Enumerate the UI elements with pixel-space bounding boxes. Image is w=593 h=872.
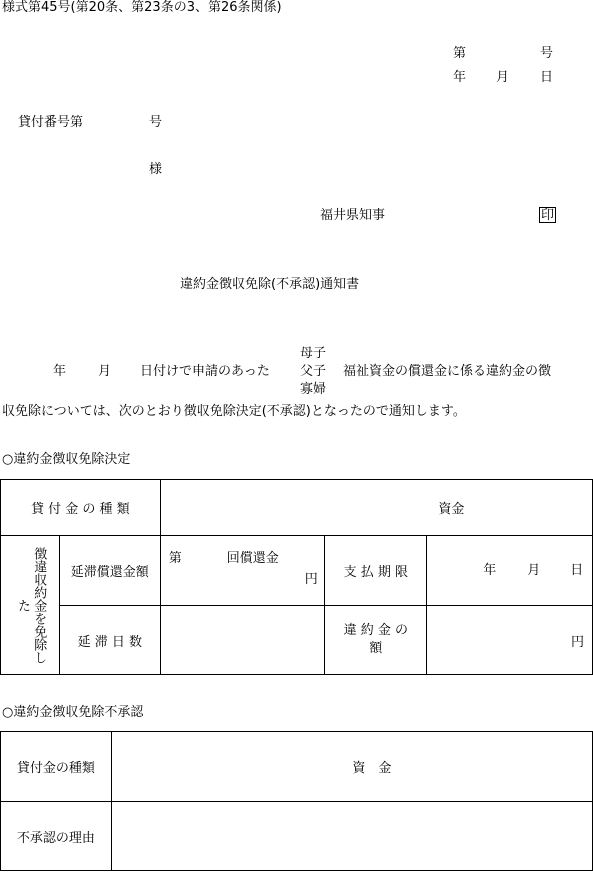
overdue-days-value: [160, 606, 325, 675]
fund-cell: [160, 480, 592, 536]
option-kafu: 寡婦: [300, 382, 327, 397]
body-day-text: 日付けで申請のあった: [140, 364, 270, 379]
penalty-amount-label: [325, 606, 427, 675]
exempted-vertical-label: 徴違収約金を免除した: [14, 546, 47, 664]
body-line2: 収免除については、次のとおり徴収免除決定(不承認)となったので通知します。: [2, 404, 466, 419]
form-number: 様式第45号(第20条、第23条の3、第26条関係): [2, 0, 282, 15]
installment-prefix: 第: [168, 551, 182, 566]
date-day: 日: [540, 70, 554, 85]
option-fushi: 父子: [300, 364, 327, 379]
penalty-yen: 円: [570, 634, 584, 650]
loan-number-prefix: 貸付番号第: [18, 115, 84, 130]
body-after-options: 福祉資金の償還金に係る違約金の徴: [343, 364, 552, 379]
section1-heading: ○違約金徴収免除決定: [2, 452, 131, 467]
rejection-fund-label: 資 金: [352, 761, 392, 776]
fund-label: 資金: [438, 502, 465, 517]
overdue-yen: 円: [304, 572, 318, 587]
deadline-day: 日: [570, 563, 584, 578]
loan-type-label: 貸 付 金 の 種 類: [1, 480, 161, 536]
body-month: 月: [98, 364, 112, 379]
deadline-month: 月: [527, 563, 541, 578]
rejection-reason-label: 不承認の理由: [1, 802, 112, 871]
rejection-reason-value: [111, 802, 592, 871]
exemption-rejection-table: [0, 731, 593, 871]
overdue-days-label: 延 滞 日 数: [59, 606, 160, 675]
document-title: 違約金徴収免除(不承認)通知書: [180, 277, 360, 292]
penalty-amount-label-line2: 額: [369, 641, 383, 656]
doc-number-suffix: 号: [540, 46, 554, 61]
overdue-amount-label: 延滞償還金額: [59, 536, 160, 606]
option-boshi: 母子: [300, 346, 327, 361]
penalty-amount-value: [427, 606, 593, 675]
date-year: 年: [453, 70, 467, 85]
exemption-decision-table: [0, 479, 593, 675]
issuer-name: 福井県知事: [320, 208, 386, 223]
section2-heading: ○違約金徴収免除不承認: [2, 705, 144, 720]
deadline-year: 年: [483, 563, 497, 578]
recipient-honorific: 様: [149, 162, 163, 177]
overdue-amount-value: [160, 536, 325, 606]
installment-suffix: 回償還金: [226, 551, 279, 566]
penalty-amount-label-line1: 違 約 金 の: [343, 622, 408, 638]
rejection-fund-cell: [111, 732, 592, 802]
seal-mark: [539, 207, 556, 223]
payment-deadline-value: [427, 536, 593, 606]
doc-number-prefix: 第: [453, 46, 467, 61]
date-month: 月: [496, 70, 510, 85]
rejection-loan-type-label: 貸付金の種類: [1, 732, 112, 802]
loan-number-suffix: 号: [149, 115, 163, 130]
body-year: 年: [53, 364, 67, 379]
payment-deadline-label: 支 払 期 限: [325, 536, 427, 606]
seal-text: 印: [541, 208, 555, 223]
exempted-label-cell: [1, 536, 60, 675]
